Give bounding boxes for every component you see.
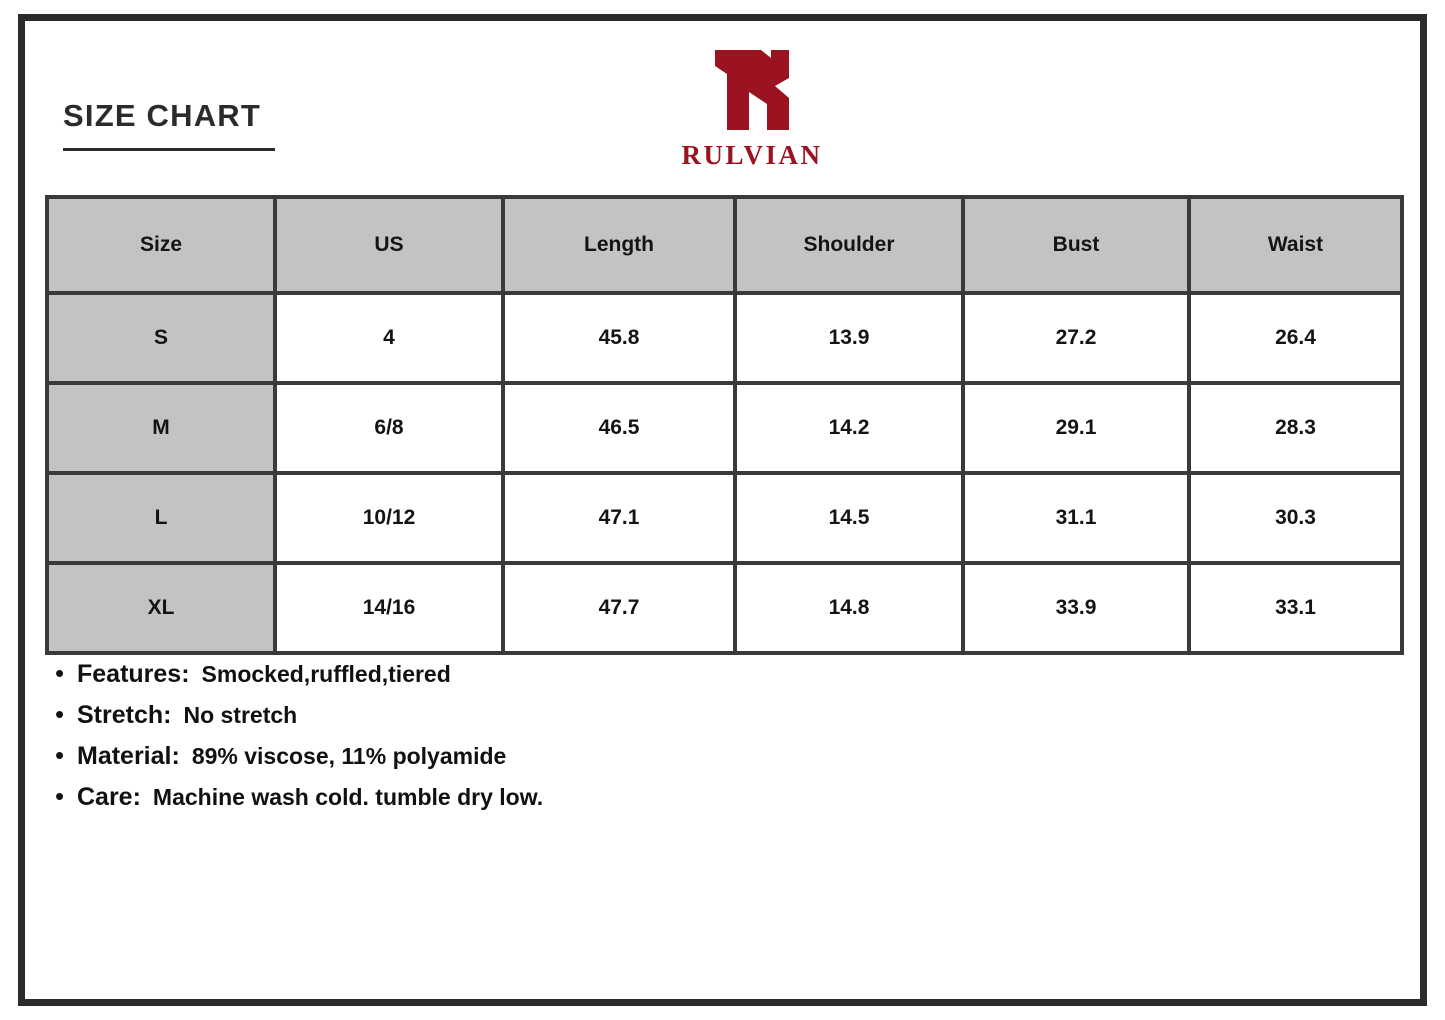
cell-us: 14/16 xyxy=(275,563,503,653)
note-label-material: Material: xyxy=(77,742,180,770)
size-chart-table-wrap xyxy=(45,195,1400,655)
table-row xyxy=(47,293,1402,383)
page-title: SIZE CHART xyxy=(63,98,261,133)
table-row xyxy=(47,473,1402,563)
cell-bust: 27.2 xyxy=(963,293,1189,383)
table-row xyxy=(47,383,1402,473)
cell-size: L xyxy=(47,473,275,563)
rulvian-r-logo-icon xyxy=(697,44,807,136)
note-label-stretch: Stretch: xyxy=(77,701,172,729)
cell-length: 46.5 xyxy=(503,383,735,473)
cell-size: M xyxy=(47,383,275,473)
cell-bust: 31.1 xyxy=(963,473,1189,563)
title-block xyxy=(63,98,275,151)
cell-waist: 33.1 xyxy=(1189,563,1402,653)
bullet-icon: • xyxy=(55,658,65,688)
page-content xyxy=(45,40,1400,980)
column-header-shoulder: Shoulder xyxy=(735,197,963,293)
column-header-us: US xyxy=(275,197,503,293)
cell-bust: 29.1 xyxy=(963,383,1189,473)
cell-size: XL xyxy=(47,563,275,653)
brand-block xyxy=(637,44,867,171)
cell-size: S xyxy=(47,293,275,383)
cell-waist: 26.4 xyxy=(1189,293,1402,383)
cell-length: 47.1 xyxy=(503,473,735,563)
cell-us: 4 xyxy=(275,293,503,383)
table-header-row xyxy=(47,197,1402,293)
column-header-bust: Bust xyxy=(963,197,1189,293)
title-underline xyxy=(63,148,275,151)
note-label-care: Care: xyxy=(77,783,141,811)
list-item xyxy=(55,701,1385,730)
brand-name: RULVIAN xyxy=(681,140,823,170)
cell-length: 47.7 xyxy=(503,563,735,653)
bullet-icon: • xyxy=(55,740,65,770)
list-item xyxy=(55,742,1385,771)
note-value-care: Machine wash cold. tumble dry low. xyxy=(152,784,544,810)
note-value-stretch: No stretch xyxy=(183,702,298,728)
note-value-features: Smocked,ruffled,tiered xyxy=(201,661,451,687)
column-header-waist: Waist xyxy=(1189,197,1402,293)
cell-shoulder: 14.5 xyxy=(735,473,963,563)
cell-shoulder: 13.9 xyxy=(735,293,963,383)
cell-bust: 33.9 xyxy=(963,563,1189,653)
cell-us: 6/8 xyxy=(275,383,503,473)
product-notes xyxy=(55,660,1385,824)
list-item xyxy=(55,660,1385,689)
cell-waist: 28.3 xyxy=(1189,383,1402,473)
list-item xyxy=(55,783,1385,812)
size-chart-table xyxy=(45,195,1404,655)
header xyxy=(45,40,1400,190)
bullet-icon: • xyxy=(55,699,65,729)
cell-waist: 30.3 xyxy=(1189,473,1402,563)
column-header-length: Length xyxy=(503,197,735,293)
cell-shoulder: 14.8 xyxy=(735,563,963,653)
cell-shoulder: 14.2 xyxy=(735,383,963,473)
bullet-icon: • xyxy=(55,781,65,811)
cell-us: 10/12 xyxy=(275,473,503,563)
table-row xyxy=(47,563,1402,653)
note-label-features: Features: xyxy=(77,660,190,688)
note-value-material: 89% viscose, 11% polyamide xyxy=(191,743,507,769)
column-header-size: Size xyxy=(47,197,275,293)
cell-length: 45.8 xyxy=(503,293,735,383)
